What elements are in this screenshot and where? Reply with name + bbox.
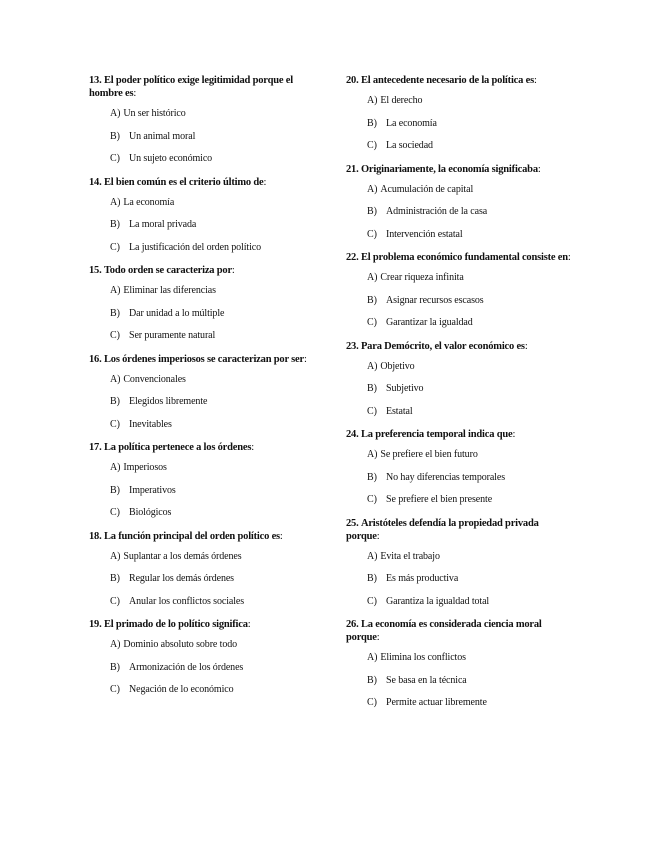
question-23 (346, 340, 571, 418)
question-stem: Para Demócrito, el valor económico es (360, 340, 525, 352)
option-b: B) Imperativos (110, 484, 176, 496)
question-number: 13. (89, 75, 102, 86)
option-c: C) Estatal (367, 405, 413, 417)
question-25 (346, 517, 571, 608)
question-26 (346, 618, 571, 709)
option-a: A) Se prefiere el bien futuro (367, 449, 478, 460)
question-colon: : (533, 75, 537, 86)
option-c: C) Biológicos (110, 507, 172, 518)
option-c: C) Anular los conflictos sociales (110, 595, 245, 607)
question-number: 20. (346, 75, 359, 86)
option-b: B) Es más productiva (367, 573, 459, 584)
option-b: B) Regular los demás órdenes (110, 573, 234, 584)
question-19 (89, 618, 314, 696)
question-stem: El antecedente necesario de la política es (360, 75, 534, 86)
question-15 (89, 264, 314, 342)
option-a: A) Eliminar las diferencias (110, 285, 216, 296)
option-b: B) Asignar recursos escasos (367, 294, 484, 306)
option-a: A) Suplantar a los demás órdenes (110, 550, 242, 562)
option-c: C) La sociedad (367, 140, 433, 151)
option-b: B) Se basa en la técnica (367, 674, 467, 686)
question-colon: : (376, 530, 380, 542)
option-b: B) Elegidos libremente (110, 396, 208, 407)
question-colon: : (251, 442, 254, 453)
option-c: C) Negación de lo económico (110, 684, 234, 695)
option-c: C) La justificación del orden político (110, 241, 262, 253)
question-stem: La política pertenece a los órdenes (103, 442, 252, 453)
left-question-column (89, 74, 314, 707)
question-number: 15. (89, 265, 102, 276)
question-14 (89, 176, 314, 254)
option-a: A) Crear riqueza infinita (367, 272, 464, 283)
question-18 (89, 530, 314, 608)
option-a: A) Un ser histórico (110, 108, 186, 119)
option-a: A) Imperiosos (110, 462, 167, 473)
option-b: B) Dar unidad a lo múltiple (110, 307, 225, 319)
question-number: 26. (346, 619, 359, 630)
question-stem: El poder político exige legitimidad porque el hombre es (89, 75, 293, 99)
question-stem: Todo orden se caracteriza por (103, 265, 232, 276)
question-stem: El bien común es el criterio último de (103, 176, 264, 188)
question-colon: : (376, 632, 380, 643)
question-21 (346, 163, 571, 241)
question-24 (346, 428, 571, 506)
question-17 (89, 441, 314, 519)
option-c: C) Ser puramente natural (110, 330, 216, 341)
question-colon: : (512, 429, 516, 440)
option-a: A) El derecho (367, 95, 423, 106)
question-number: 25. (346, 517, 359, 529)
option-c: C) Garantizar la igualdad (367, 317, 473, 328)
question-number: 14. (89, 176, 102, 188)
question-colon: : (263, 176, 267, 188)
question-stem: La función principal del orden político es (103, 530, 280, 542)
option-b: B) No hay diferencias temporales (367, 471, 505, 483)
question-colon: : (537, 163, 541, 175)
option-a: A) Convencionales (110, 373, 186, 385)
question-number: 22. (346, 252, 359, 263)
question-number: 19. (89, 619, 102, 630)
question-colon: : (279, 530, 283, 542)
option-b: B) Un animal moral (110, 130, 196, 142)
question-22 (346, 251, 571, 329)
option-a: A) Objetivo (367, 360, 415, 372)
option-c: C) Inevitables (110, 418, 172, 430)
right-question-column (346, 74, 571, 720)
option-c: C) Un sujeto económico (110, 153, 213, 164)
question-colon: : (524, 340, 528, 352)
question-16 (89, 353, 314, 431)
question-stem: La preferencia temporal indica que (360, 429, 513, 440)
question-stem: Los órdenes imperiosos se caracterizan por ser (103, 353, 304, 365)
option-a: A) Acumulación de capital (367, 183, 474, 195)
question-colon: : (231, 265, 235, 276)
question-number: 17. (89, 442, 102, 453)
option-c: C) Intervención estatal (367, 228, 463, 240)
question-stem: La economía es considerada ciencia moral porque (346, 619, 542, 643)
question-colon: : (133, 88, 137, 99)
question-stem: Aristóteles defendía la propiedad privada porque (346, 517, 539, 542)
option-b: B) Armonización de los órdenes (110, 661, 244, 673)
option-b: B) Administración de la casa (367, 206, 488, 217)
question-number: 24. (346, 429, 359, 440)
question-20 (346, 74, 571, 152)
question-stem: Originariamente, la economía significaba (360, 163, 538, 175)
option-c: C) Permite actuar libremente (367, 697, 487, 708)
option-c: C) Garantiza la igualdad total (367, 595, 490, 607)
option-a: A) Evita el trabajo (367, 550, 440, 562)
question-stem: El primado de lo político significa (103, 619, 248, 630)
question-13 (89, 74, 314, 165)
question-number: 23. (346, 340, 359, 352)
question-colon: : (567, 252, 571, 263)
option-c: C) Se prefiere el bien presente (367, 494, 493, 505)
question-number: 21. (346, 163, 359, 175)
question-number: 18. (89, 530, 102, 542)
option-b: B) La moral privada (110, 219, 197, 230)
question-stem: El problema económico fundamental consiste en (360, 252, 568, 263)
option-b: B) Subjetivo (367, 383, 424, 394)
question-colon: : (303, 353, 307, 365)
option-a: A) Elimina los conflictos (367, 652, 466, 663)
question-colon: : (247, 619, 251, 630)
option-a: A) La economía (110, 196, 175, 208)
question-number: 16. (89, 353, 102, 365)
option-a: A) Dominio absoluto sobre todo (110, 639, 238, 650)
option-b: B) La economía (367, 117, 437, 129)
